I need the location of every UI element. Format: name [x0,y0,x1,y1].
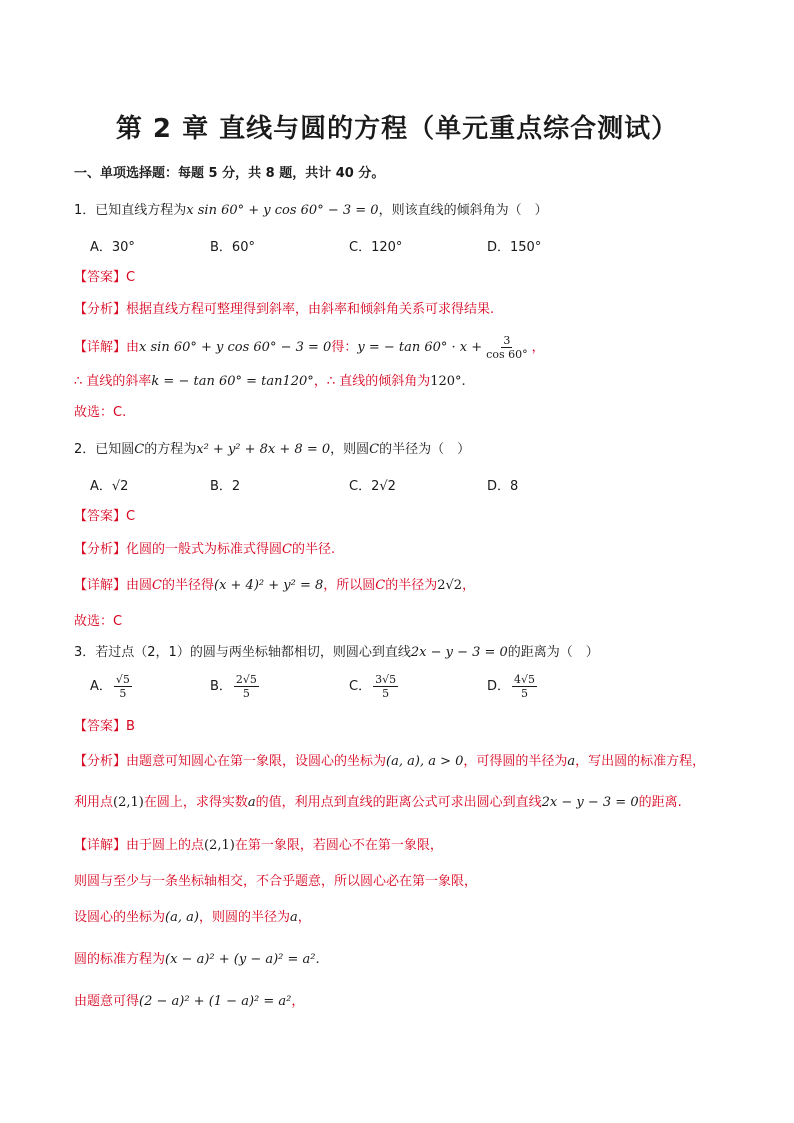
q1-detail-line2: ∴ 直线的斜率k = − tan 60° = tan120°，∴ 直线的倾斜角为120°. [74,374,466,389]
q1-option-b: B．60° [210,240,255,255]
q2-option-c: C．2√2 [349,479,396,494]
question-3-stem: 3．若过点（2，1）的圆与两坐标轴都相切，则圆心到直线2x − y − 3 = 0的距离为（ ） [74,645,599,660]
q3-answer: 【答案】B [74,719,135,734]
q2-option-b: B．2 [210,479,241,494]
q3-detail-line3: 设圆心的坐标为(a, a)，则圆的半径为a， [74,910,311,925]
q3-detail: 【详解】由于圆上的点(2,1)在第一象限，若圆心不在第一象限， [74,838,443,853]
page-title: 第 2 章 直线与圆的方程（单元重点综合测试） [115,114,679,144]
q1-option-a: A．30° [90,240,135,255]
q2-option-a: A．√2 [90,479,129,494]
q3-option-b: B． $\frac{2√5}{5}$ [210,673,257,700]
q1-option-d: D．150° [487,240,542,255]
q3-detail-line4: 圆的标准方程为(x − a)² + (y − a)² = a². [74,952,320,967]
q2-analysis: 【分析】化圆的一般式为标准式得圆C的半径. [74,542,336,557]
q1-choose: 故选：C. [74,405,127,420]
q3-detail-line5: 由题意可得(2 − a)² + (1 − a)² = a²， [74,994,305,1009]
q2-choose: 故选：C [74,614,123,629]
q3-detail-line2: 则圆与至少与一条坐标轴相交，不合乎题意，所以圆心必在第一象限， [74,874,478,889]
fraction: $\frac{3}{\cos 60^\circ}$ [486,334,528,361]
q3-option-d: D． $\frac{4√5}{5}$ [487,673,536,700]
q2-detail: 【详解】由圆C的半径得(x + 4)² + y² = 8，所以圆C的半径为2√2， [74,578,476,593]
q1-analysis: 【分析】根据直线方程可整理得到斜率，由斜率和倾斜角关系可求得结果. [74,302,495,317]
q3-analysis: 【分析】由题意可知圆心在第一象限，设圆心的坐标为(a, a), a > 0，可得圆的半径为a，写出圆的标准方程， [74,754,706,769]
q1-option-c: C．120° [349,240,403,255]
question-2-stem: 2．已知圆C的方程为x² + y² + 8x + 8 = 0，则圆C的半径为（ ） [74,442,471,457]
q3-option-c: C． $\frac{3√5}{5}$ [349,673,397,700]
q1-detail: 【详解】由x sin 60° + y cos 60° − 3 = 0得：y = − tan 60° · x + $\frac{3}{\cos 60^\circ}$ ， [74,334,545,361]
section-heading: 一、单项选择题：每题 5 分，共 8 题，共计 40 分。 [74,166,385,181]
question-1-stem: 1．已知直线方程为x sin 60° + y cos 60° − 3 = 0，则该直线的倾斜角为（ ） [74,203,548,218]
q2-option-d: D．8 [487,479,519,494]
q3-option-a: A． $\frac{√5}{5}$ [90,673,130,700]
q2-answer: 【答案】C [74,509,136,524]
q3-analysis-line2: 利用点(2,1)在圆上，求得实数a的值，利用点到直线的距离公式可求出圆心到直线2x − y − 3 = 0的距离. [74,795,682,810]
q1-answer: 【答案】C [74,270,136,285]
